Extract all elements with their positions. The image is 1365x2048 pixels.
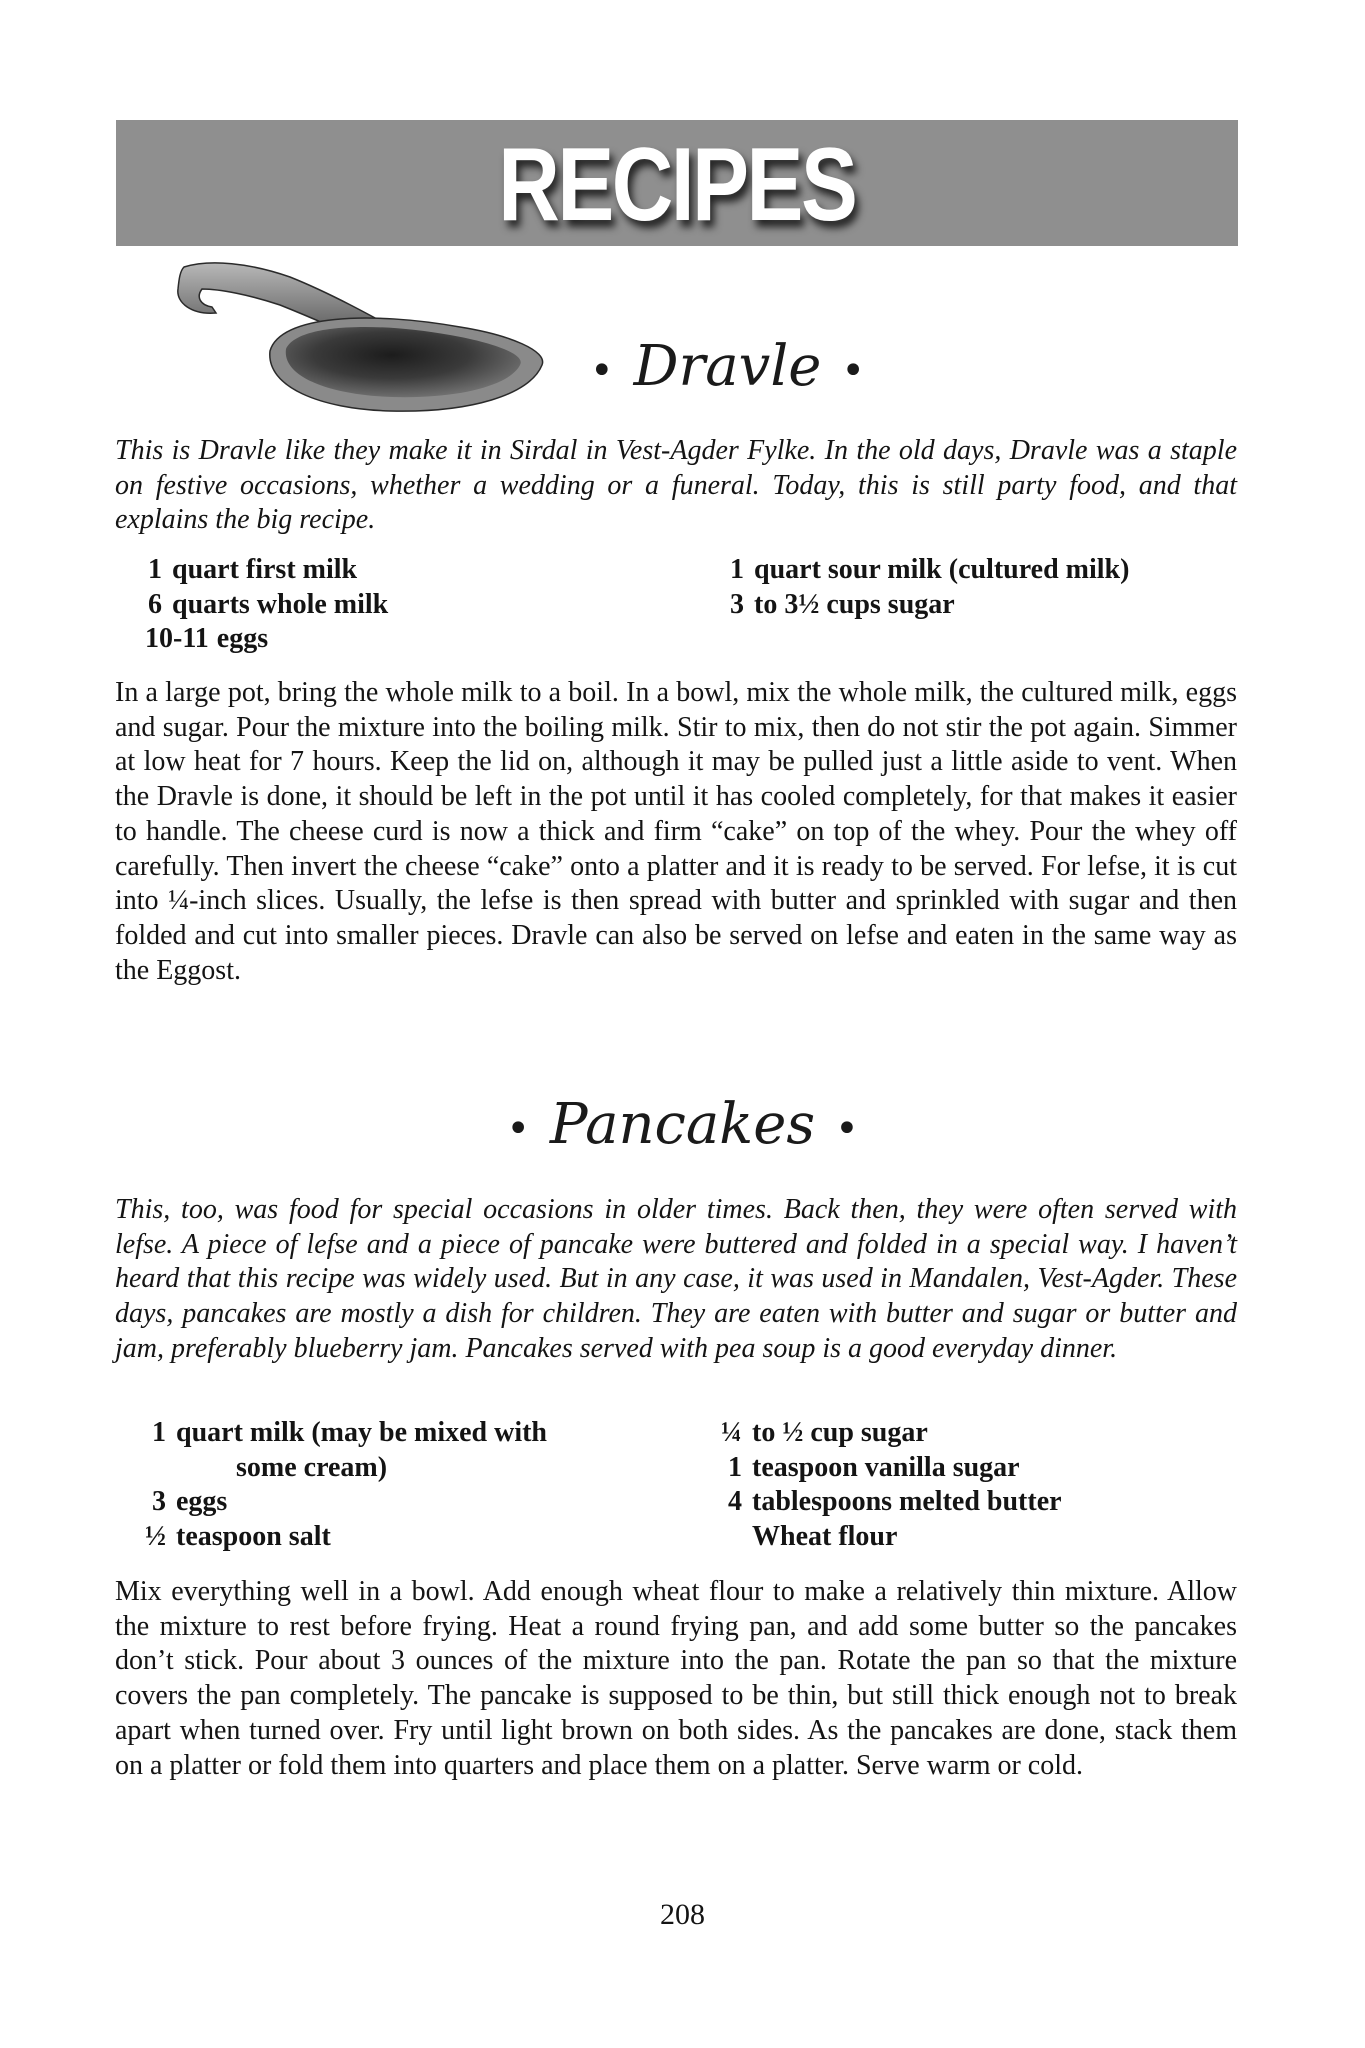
page-number: 208 bbox=[660, 1898, 705, 1931]
ingredient-row: 1 quart sour milk (cultured milk) bbox=[730, 554, 1130, 585]
ingredient-row: some cream) bbox=[236, 1451, 388, 1483]
ingredient-row: 3 to 3½ cups sugar bbox=[730, 588, 955, 620]
ingredients-left-dravle bbox=[140, 553, 388, 657]
ingredients-right-dravle bbox=[722, 553, 1129, 622]
ingredients-right-pancakes bbox=[716, 1416, 1062, 1555]
recipe-instructions-pancakes: Mix everything well in a bowl. Add enough wheat flour to make a relatively thin mixture. Allow the mixture to rest before frying. Heat a round frying pan, and add some butter so the pancakes don’t stick. Pour about 3 ounces of the mixture into the pan. Rotate the pan so that the mixture covers the pan completely. The pancake is supposed to be thin, but still thick enough not to break apart when turned over. Fry until light brown on both sides. As the pancakes are done, stack them on a platter or fold them into quarters and place them on a platter. Serve warm or cold. bbox=[115, 1576, 1237, 1781]
ingredient-row: 10-11 eggs bbox=[145, 623, 269, 655]
recipe-instructions-dravle: In a large pot, bring the whole milk to a boil. In a bowl, mix the whole milk, the cultured milk, eggs and sugar. Pour the mixture into the boiling milk. Stir to mix, then do not stir the pot again. Simmer at low heat for 7 hours. Keep the lid on, although it may be pulled just a little aside to vent. When the Dravle is done, it should be left in the pot until it has cooled completely, for that makes it easier to handle. The cheese curd is now a thick and firm “cake” on top of the whey. Pour the whey off carefully. Then invert the cheese “cake” onto a platter and it is ready to be served. For lefse, it is cut into ¼-inch slices. Usually, the lefse is then spread with butter and sprinkled with sugar and then folded and cut into smaller pieces. Dravle can also be served on lefse and eaten in the same way as the Eggost. bbox=[115, 677, 1237, 986]
ingredient-row: 1 quart first milk bbox=[148, 554, 358, 585]
ingredient-row: 3 eggs bbox=[152, 1486, 228, 1518]
ingredient-row: ¼ to ½ cup sugar bbox=[721, 1417, 928, 1448]
banner-title: RECIPES bbox=[498, 126, 856, 243]
ingredient-row: ½ teaspoon salt bbox=[145, 1521, 331, 1553]
ingredient-row: 6 quarts whole milk bbox=[148, 588, 389, 620]
ingredient-row: 1 teaspoon vanilla sugar bbox=[728, 1451, 1020, 1483]
recipe-title-dravle: • Dravle • bbox=[590, 334, 865, 399]
ingredient-row: 1 quart milk (may be mixed with bbox=[152, 1417, 547, 1448]
recipes-banner bbox=[116, 120, 1238, 246]
ingredients-left-pancakes bbox=[140, 1416, 547, 1555]
recipe-title-pancakes: • Pancakes • bbox=[506, 1092, 859, 1157]
recipe-intro-pancakes: This, too, was food for special occasions in older times. Back then, they were often served with lefse. A piece of lefse and a piece of pancake were buttered and folded in a special way. I haven’t heard that this recipe was widely used. But in any case, it was used in Mandalen, Vest-Agder. These days, pancakes are mostly a dish for children. They are eaten with butter and sugar or butter and jam, preferably blueberry jam. Pancakes served with pea soup is a good everyday dinner. bbox=[115, 1194, 1237, 1364]
recipe-intro-dravle: This is Dravle like they make it in Sirdal in Vest-Agder Fylke. In the old days, Dravle was a staple on festive occasions, whether a wedding or a funeral. Today, this is still party food, and that explains the big recipe. bbox=[115, 435, 1237, 536]
ingredient-row: Wheat flour bbox=[752, 1521, 898, 1553]
ingredient-row: 4 tablespoons melted butter bbox=[728, 1486, 1062, 1518]
